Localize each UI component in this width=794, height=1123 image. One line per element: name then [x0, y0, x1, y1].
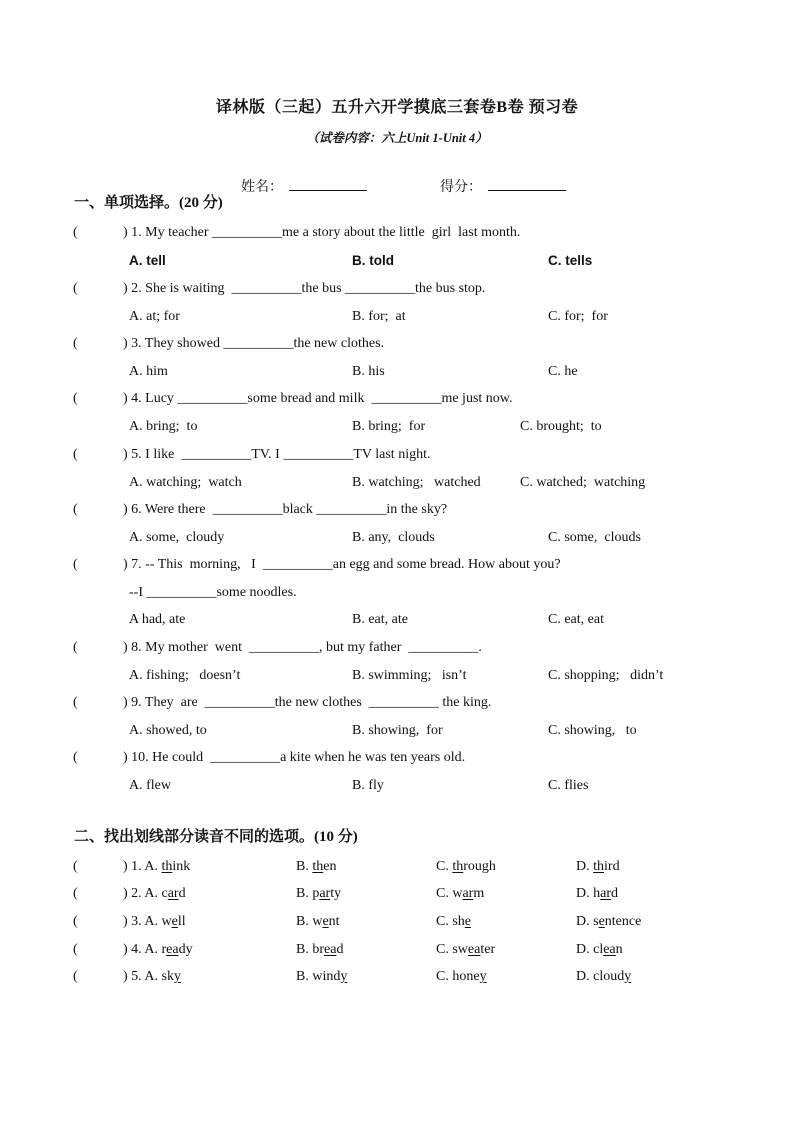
- phonics-question: [123, 913, 186, 931]
- option-c[interactable]: C. eat, eat: [548, 612, 604, 627]
- option-d-underlined: e: [598, 914, 605, 929]
- option-d-pre: D.: [576, 859, 594, 874]
- option-b[interactable]: B. any, clouds: [352, 530, 435, 545]
- option-b[interactable]: [296, 858, 336, 876]
- page-subtitle: （试卷内容：六上Unit 1-Unit 4）: [306, 131, 488, 145]
- answer-paren[interactable]: (: [73, 447, 78, 462]
- option-d-pre: D. s: [576, 914, 599, 929]
- score-field: [433, 160, 566, 196]
- option-d-underlined: ar: [600, 886, 612, 901]
- option-b[interactable]: B. fly: [352, 778, 384, 793]
- option-b-pre: B. p: [296, 886, 320, 901]
- option-c[interactable]: [436, 885, 484, 903]
- option-a-post: d: [178, 886, 186, 901]
- option-b[interactable]: [296, 885, 341, 903]
- option-d-post: d: [611, 886, 619, 901]
- answer-paren[interactable]: (: [73, 502, 78, 517]
- option-d-underlined: th: [593, 859, 605, 874]
- option-b[interactable]: B. his: [352, 364, 385, 379]
- answer-paren[interactable]: (: [73, 281, 78, 296]
- option-a[interactable]: A. bring; to: [129, 419, 198, 434]
- option-b-post: ty: [330, 886, 342, 901]
- answer-paren[interactable]: (: [73, 886, 78, 901]
- option-a[interactable]: A. showed, to: [129, 723, 207, 738]
- option-c-pre: C. hone: [436, 969, 480, 984]
- option-d-pre: D. cloud: [576, 969, 625, 984]
- option-a-post: dy: [178, 942, 193, 957]
- option-b[interactable]: B. swimming; isn’t: [352, 668, 467, 683]
- question-stem: ) 9. They are __________the new clothes __________ the king.: [123, 695, 492, 710]
- answer-paren[interactable]: (: [73, 969, 78, 984]
- answer-paren[interactable]: (: [73, 557, 78, 572]
- option-d[interactable]: [576, 885, 618, 903]
- option-c[interactable]: C. watched; watching: [520, 475, 646, 490]
- option-a-underlined: ea: [166, 942, 179, 957]
- answer-paren[interactable]: (: [73, 225, 78, 240]
- question-number: ) 5. A.: [123, 969, 162, 984]
- option-a[interactable]: A had, ate: [129, 612, 186, 627]
- option-c-pre: C. sh: [436, 914, 465, 929]
- answer-paren[interactable]: (: [73, 942, 78, 957]
- option-b-post: nt: [328, 914, 340, 929]
- option-c[interactable]: C. tells: [548, 253, 593, 268]
- option-c-pre: C. sw: [436, 942, 468, 957]
- answer-paren[interactable]: (: [73, 391, 78, 406]
- option-c-underlined: ar: [462, 886, 474, 901]
- phonics-question: [123, 858, 190, 876]
- option-a-post: ink: [172, 859, 191, 874]
- option-d-pre: D. cl: [576, 942, 604, 957]
- option-b[interactable]: B. bring; for: [352, 419, 426, 434]
- option-d[interactable]: [576, 858, 620, 876]
- name-label: 姓名：: [241, 180, 283, 195]
- option-b[interactable]: B. for; at: [352, 309, 406, 324]
- name-blank[interactable]: [289, 176, 367, 191]
- option-c[interactable]: [436, 968, 487, 986]
- option-d-post: ntence: [604, 914, 642, 929]
- option-c[interactable]: C. some, clouds: [548, 530, 641, 545]
- option-b[interactable]: [296, 941, 343, 959]
- option-b-underlined: th: [312, 859, 324, 874]
- option-b-underlined: y: [340, 969, 348, 984]
- question-stem: ) 6. Were there __________black __________in the sky?: [123, 502, 448, 517]
- option-a-pre: sk: [161, 969, 174, 984]
- answer-paren[interactable]: (: [73, 336, 78, 351]
- option-d-pre: D. h: [576, 886, 601, 901]
- answer-paren[interactable]: (: [73, 640, 78, 655]
- question-stem: ) 1. My teacher __________me a story about the little girl last month.: [123, 225, 521, 240]
- section2-heading: 二、找出划线部分读音不同的选项。(10 分): [74, 829, 358, 845]
- option-a-underlined: th: [161, 859, 173, 874]
- option-b[interactable]: B. watching; watched: [352, 475, 481, 490]
- option-c[interactable]: C. for; for: [548, 309, 608, 324]
- option-b[interactable]: B. showing, for: [352, 723, 443, 738]
- option-d-underlined: y: [624, 969, 632, 984]
- option-a[interactable]: A. at; for: [129, 309, 180, 324]
- option-b-underlined: e: [322, 914, 329, 929]
- option-a-pre: w: [161, 914, 172, 929]
- question-stem: ) 10. He could __________a kite when he was ten years old.: [123, 750, 466, 765]
- option-b-pre: B. wind: [296, 969, 341, 984]
- section1-heading: 一、单项选择。(20 分): [74, 195, 223, 211]
- option-b-pre: B. w: [296, 914, 323, 929]
- score-blank[interactable]: [488, 176, 566, 191]
- option-c-underlined: ea: [467, 942, 481, 957]
- score-label: 得分：: [440, 180, 482, 195]
- question-number: ) 1. A.: [123, 859, 162, 874]
- option-d-post: ird: [604, 859, 620, 874]
- option-c-post: m: [473, 886, 485, 901]
- option-a-underlined: e: [171, 914, 178, 929]
- option-c[interactable]: [436, 941, 495, 959]
- option-c-underlined: y: [479, 969, 487, 984]
- question-number: ) 2. A.: [123, 886, 162, 901]
- answer-paren[interactable]: (: [73, 695, 78, 710]
- option-c[interactable]: [436, 858, 496, 876]
- option-b[interactable]: B. eat, ate: [352, 612, 408, 627]
- option-d-post: n: [615, 942, 623, 957]
- question-number: ) 4. A.: [123, 942, 162, 957]
- option-c[interactable]: C. he: [548, 364, 578, 379]
- question-number: ) 3. A.: [123, 914, 162, 929]
- option-a[interactable]: A. tell: [129, 253, 166, 268]
- name-field: [234, 160, 367, 196]
- option-b[interactable]: [296, 913, 340, 931]
- option-a[interactable]: A. flew: [129, 778, 171, 793]
- answer-paren[interactable]: (: [73, 750, 78, 765]
- option-b-post: d: [336, 942, 344, 957]
- option-a[interactable]: A. him: [129, 364, 168, 379]
- question-stem: ) 4. Lucy __________some bread and milk __________me just now.: [123, 391, 513, 406]
- option-a[interactable]: A. some, cloudy: [129, 530, 225, 545]
- phonics-question: [123, 885, 186, 903]
- option-c-underlined: th: [452, 859, 464, 874]
- option-d[interactable]: [576, 913, 641, 931]
- question-stem: ) 3. They showed __________the new clothes.: [123, 336, 385, 351]
- question-stem: ) 8. My mother went __________, but my father __________.: [123, 640, 482, 655]
- option-a-underlined: ar: [167, 886, 179, 901]
- option-c[interactable]: [436, 913, 471, 931]
- option-c[interactable]: C. shopping; didn’t: [548, 668, 664, 683]
- option-b-underlined: ea: [324, 942, 337, 957]
- question-stem: ) 2. She is waiting __________the bus __________the bus stop.: [123, 281, 486, 296]
- option-b[interactable]: B. told: [352, 253, 394, 268]
- question-stem: ) 5. I like __________TV. I __________TV last night.: [123, 447, 431, 462]
- page-title: 译林版（三起）五升六开学摸底三套卷B卷 预习卷: [215, 99, 579, 116]
- option-c-underlined: e: [464, 914, 472, 929]
- question-stem: ) 7. -- This morning, I __________an egg and some bread. How about you?: [123, 557, 561, 572]
- option-d-underlined: ea: [603, 942, 616, 957]
- option-c-post: ter: [480, 942, 496, 957]
- option-c-pre: C. w: [436, 886, 463, 901]
- option-a-pre: c: [161, 886, 168, 901]
- option-a[interactable]: A. fishing; doesn’t: [129, 668, 241, 683]
- option-c[interactable]: C. showing, to: [548, 723, 637, 738]
- phonics-question: [123, 968, 181, 986]
- option-b-pre: B.: [296, 859, 313, 874]
- option-d[interactable]: [576, 941, 623, 959]
- option-b-post: en: [323, 859, 337, 874]
- option-b-underlined: ar: [319, 886, 331, 901]
- option-c[interactable]: C. flies: [548, 778, 589, 793]
- option-c-pre: C.: [436, 859, 453, 874]
- answer-paren[interactable]: (: [73, 859, 78, 874]
- option-c[interactable]: C. brought; to: [520, 419, 602, 434]
- option-d[interactable]: [576, 968, 631, 986]
- question-line2: --I __________some noodles.: [129, 585, 297, 600]
- option-a-post: ll: [177, 914, 186, 929]
- answer-paren[interactable]: (: [73, 914, 78, 929]
- phonics-question: [123, 941, 193, 959]
- option-b-pre: B. br: [296, 942, 324, 957]
- option-a-underlined: y: [173, 969, 181, 984]
- option-a-pre: r: [161, 942, 167, 957]
- option-b[interactable]: [296, 968, 347, 986]
- option-a[interactable]: A. watching; watch: [129, 475, 242, 490]
- option-c-post: rough: [463, 859, 496, 874]
